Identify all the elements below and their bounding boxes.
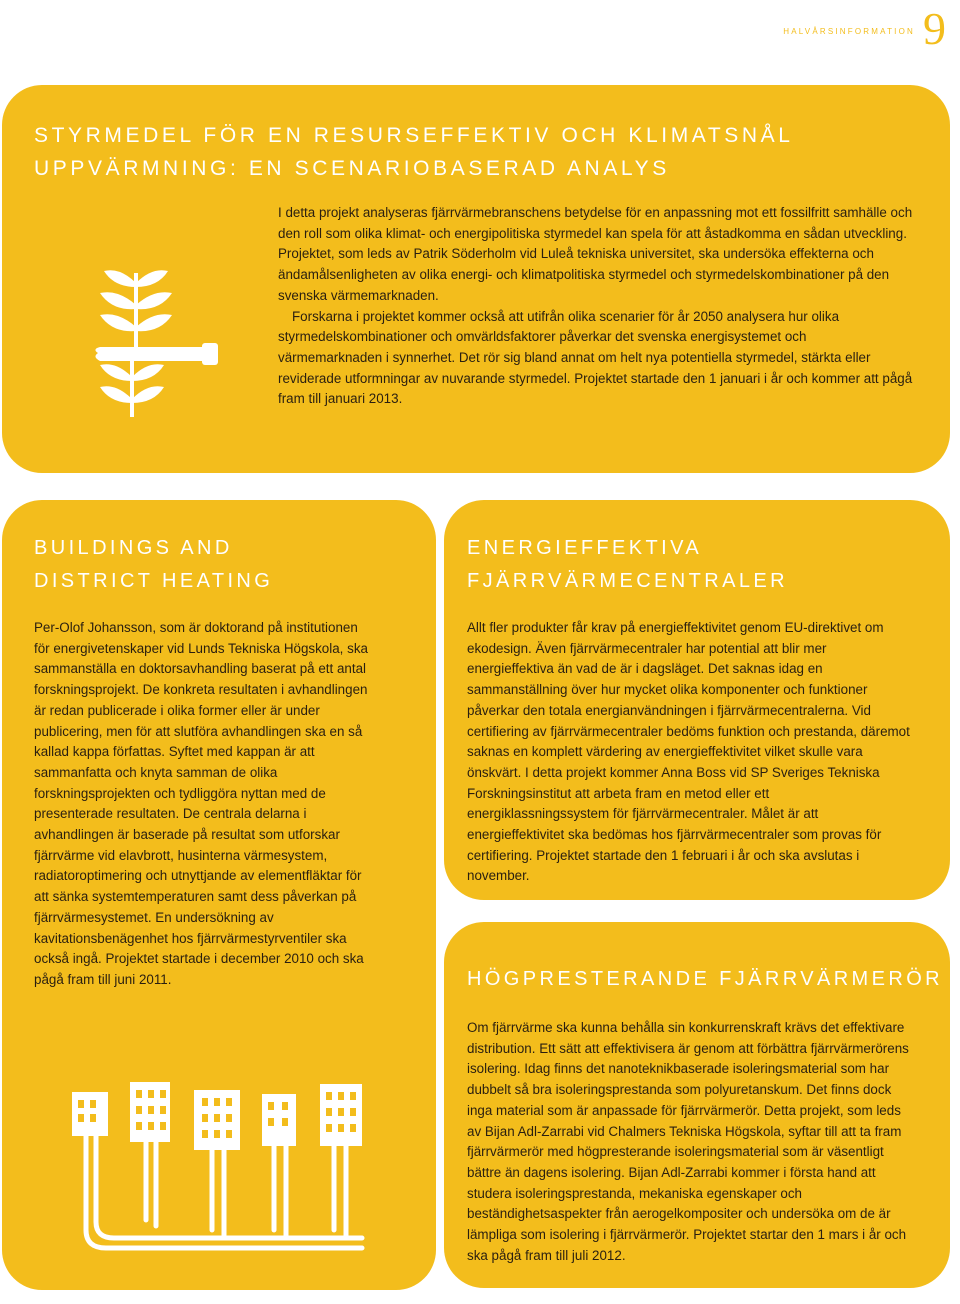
right-card-2 [444,922,950,1288]
section-label: halvårsinformation [783,25,915,37]
top-card-title-line2: UPPVÄRMNING: EN SCENARIOBASERAD ANALYS [34,157,670,180]
right-card-1-title [467,532,788,598]
right-card-1-title-line1: ENERGIEFFEKTIVA [467,537,703,559]
page-number: 9 [923,3,946,54]
left-card [2,500,436,1290]
right-card-2-paragraph: Om fjärrvärme ska kunna behålla sin konkurrenskraft krävs det effektivare distribution. Ett sätt att effektivisera är genom att förbättra fjärrvärmerörens isolering. Idag finns det nanoteknikbaserade isoleringsmaterial som har dubbelt så bra isoleringsprestanda som polyuretanskum. Det finns dock inga material som är anpassade för fjärrvärmerör. Detta projekt, som leds av Bijan Adl-Zarrabi vid Chalmers Tekniska Högskola, syftar till att ta fram fjärrvärmerör med högpresterande isoleringsmaterial som är väsentligt bättre än dagens isolering. Bijan Adl-Zarrabi kommer i första hand att studera isoleringsprestanda, mekaniska egenskaper och beständighetsaspekter från aerogelkompositer och undersöka om de är lämpliga som isolering i fjärrvärmerör. Projektet startar den 1 mars i år och ska pågå fram till juli 2012. [467,1020,909,1263]
top-card-paragraph-2: Forskarna i projektet kommer också att utifrån olika scenarier för år 2050 analysera hur olika styrmedelskombinationer och omvärldsfaktorer påverkar det svenska energisystemet och värmemarknaden i synnerhet. Det rör sig bland annat om helt nya potentiella styrmedel, stärkta eller reviderade utformningar av nuvarande styrmedel. Projektet startade den 1 januari i år och kommer att pågå fram till januari 2013. [278,308,913,407]
right-card-2-title: HÖGPRESTERANDE FJÄRRVÄRMERÖR [467,968,943,990]
top-card [2,85,950,473]
top-card-title-line1: STYRMEDEL FÖR EN RESURSEFFEKTIV OCH KLIMATSNÅL [34,124,794,147]
right-card-1-title-line2: FJÄRRVÄRMECENTRALER [467,570,788,592]
right-card-2-body [467,1018,911,1266]
top-card-title [34,119,794,185]
right-card-1-paragraph: Allt fler produkter får krav på energieffektivitet genom EU-direktivet om ekodesign. Även fjärrvärmecentraler har potential att blir mer energieffektiva än vad de är i dagsläget. Det saknas idag en sammanställning över hur mycket olika komponenter och funktioner påverkar den totala energianvändningen i fjärrvärmecentralerna. Vid certifiering av fjärrvärmecentraler bedöms funktion och prestanda, däremot saknas en komplett värdering av energieffektivitet vilket skulle vara önskvärt. I detta projekt kommer Anna Boss vid SP Sveriges Tekniska Forskningsinstitut att arbeta fram en metod eller ett energiklassningssystem för fjärrvärmecentraler. Målet är att energieffektivitet ska bedömas hos fjärrvärmecentraler som provas för certifiering. Projektet startade den 1 februari i år och ska avslutas i november. [467,620,910,884]
page-header [783,3,946,54]
top-card-paragraph-1: I detta projekt analyseras fjärrvärmebranschens betydelse för en anpassning mot ett fossilfritt samhälle och den roll som olika klimat- och energipolitiska styrmedel kan spela för att åstadkomma en sådan utveckling. Projektet, som leds av Patrik Söderholm vid Luleå tekniska universitet, ska undersöka effekterna och ändamålsenligheten av olika energi- och klimatpolitiska styrmedel och styrmedelskombinationer på den svenska värmemarknaden. [278,205,913,303]
top-card-body [278,203,914,410]
buildings-pipes-icon [62,1080,382,1280]
left-card-paragraph: Per-Olof Johansson, som är doktorand på institutionen för energivetenskaper vid Lunds Tekniska Högskola, ska sammanställa en doktorsavhandling baserat på ett antal forskningsprojekt. De konkreta resultaten i avhandlingen är redan publicerade i olika former eller är under publicering, men för att slutföra avhandlingen ska en så kallad kappa författas. Syftet med kappan är att sammanfatta och knyta samman de olika forskningsprojekten och tydliggöra nyttan med de presenterade resultaten. De centrala delarna i avhandlingen är baserade på resultat som utforskar fjärrvärme vid elavbrott, husinterna värmesystem, radiatoroptimering och utnyttjande av elementfläktar för att sänka systemtemperaturen samt dess påverkan på fjärrvärmesystemet. En undersökning av kavitationsbenägenhet hos fjärrvärmestyrventiler ska också ingå. Projektet startade i december 2010 och ska pågå fram till juni 2011. [34,620,368,987]
left-card-title-line2: DISTRICT HEATING [34,570,274,592]
right-card-1-body [467,618,911,887]
left-card-title-line1: BUILDINGS AND [34,537,233,559]
plant-pipe-icon [90,253,230,423]
right-card-1 [444,500,950,900]
left-card-body [34,618,368,991]
left-card-title [34,532,273,598]
